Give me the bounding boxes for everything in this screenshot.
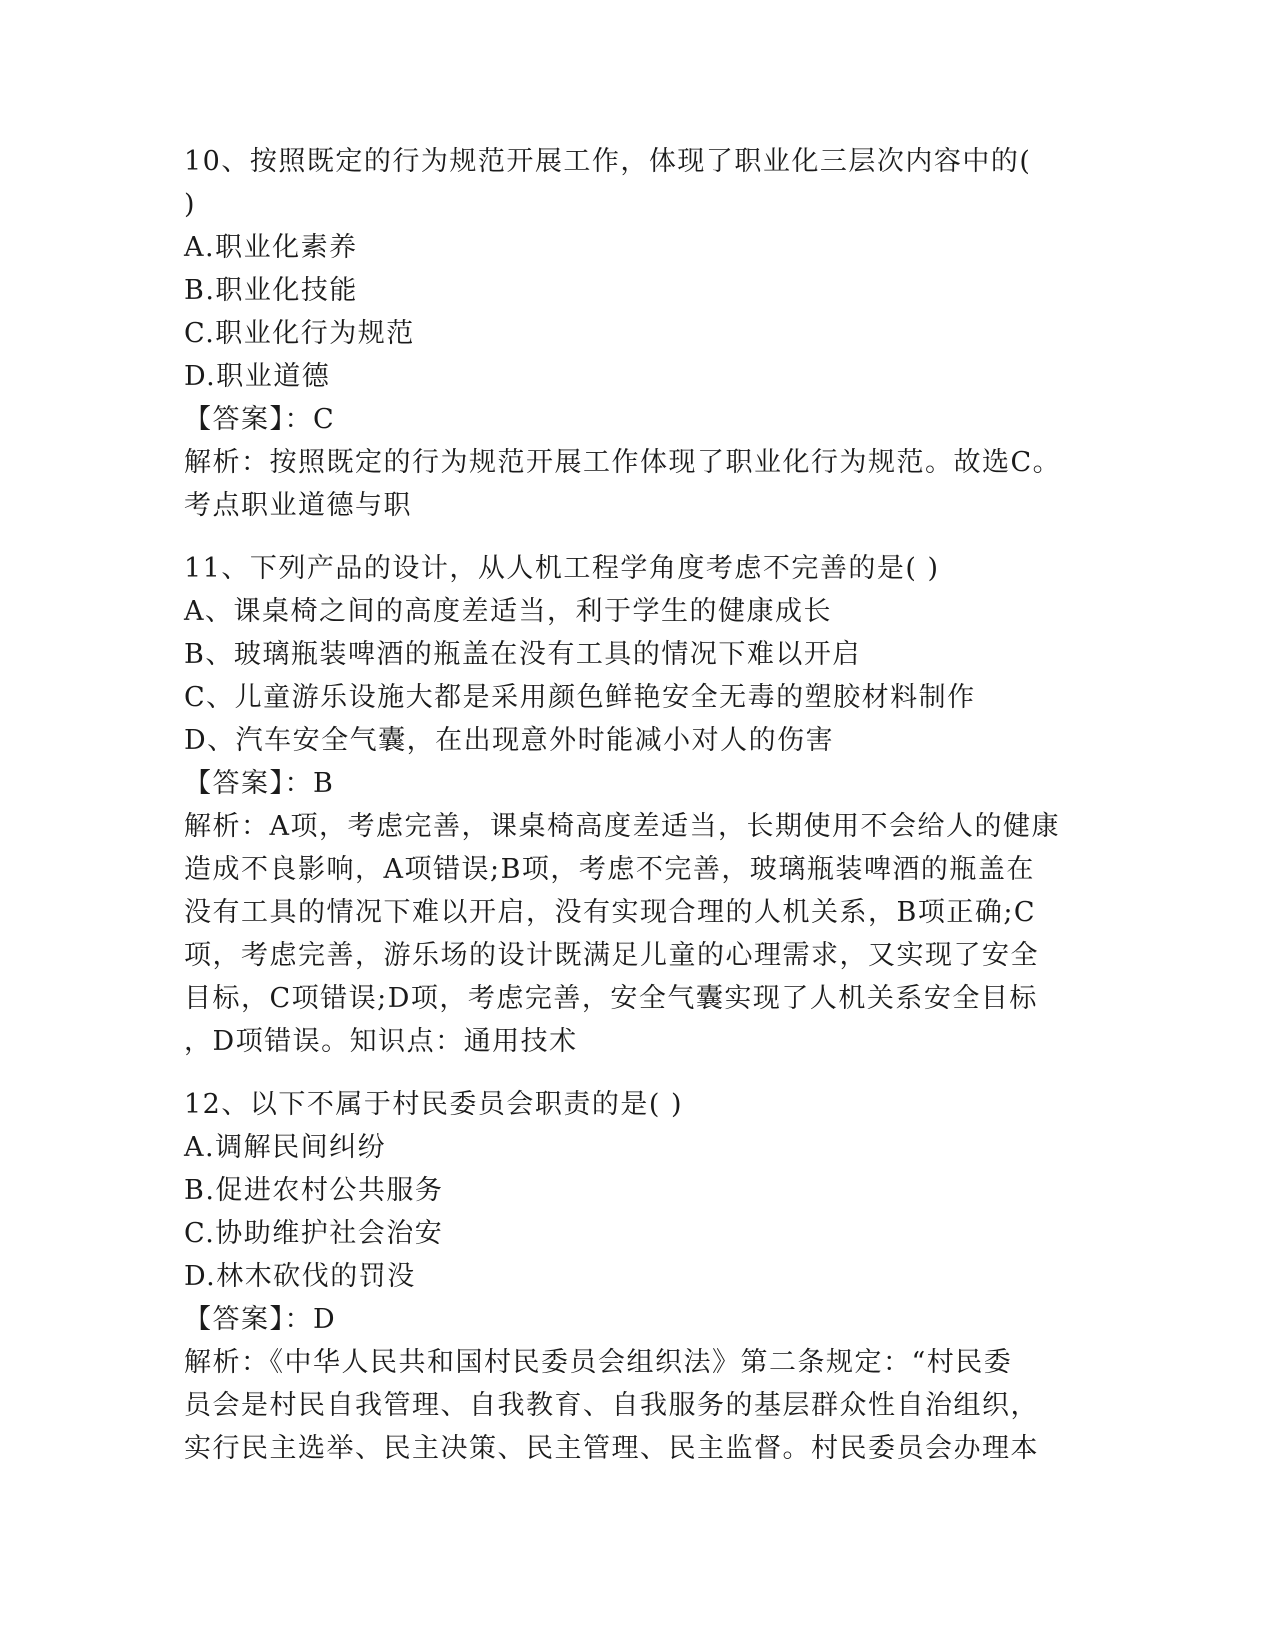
option-b: B.促进农村公共服务 (184, 1175, 444, 1206)
question-gap (184, 1063, 1084, 1083)
option-d: D.职业道德 (184, 361, 331, 392)
option-a: A.职业化素养 (184, 232, 358, 263)
analysis-line: 造成不良影响，A项错误;B项，考虑不完善，玻璃瓶装啤酒的瓶盖在 (184, 854, 1035, 885)
answer-line: 【答案】：B (184, 768, 335, 799)
analysis-line: 解析：A项，考虑完善，课桌椅高度差适当，长期使用不会给人的健康 (184, 811, 1060, 842)
analysis-line: 考点职业道德与职 (184, 490, 412, 521)
question-stem-line: 11、下列产品的设计，从人机工程学角度考虑不完善的是( ) (184, 553, 940, 584)
analysis-line: 解析：《中华人民共和国村民委员会组织法》第二条规定：“村民委 (184, 1347, 1013, 1378)
option-b: B、玻璃瓶装啤酒的瓶盖在没有工具的情况下难以开启 (184, 639, 861, 670)
answer-line: 【答案】：D (184, 1304, 337, 1335)
option-d: D.林木砍伐的罚没 (184, 1261, 416, 1292)
question-stem-line: ) (184, 189, 197, 220)
analysis-line: 员会是村民自我管理、自我教育、自我服务的基层群众性自治组织， (184, 1390, 1039, 1421)
analysis-line: ，D项错误。知识点：通用技术 (184, 1026, 578, 1057)
document-page (184, 140, 1084, 1470)
analysis-line: 目标，C项错误;D项，考虑完善，安全气囊实现了人机关系安全目标 (184, 983, 1038, 1014)
option-a: A、课桌椅之间的高度差适当，利于学生的健康成长 (184, 596, 832, 627)
question-gap (184, 527, 1084, 547)
question-12 (184, 1083, 1084, 1470)
option-c: C.协助维护社会治安 (184, 1218, 444, 1249)
option-a: A.调解民间纠纷 (184, 1132, 387, 1163)
option-b: B.职业化技能 (184, 275, 358, 306)
question-stem-line: 10、按照既定的行为规范开展工作，体现了职业化三层次内容中的( (184, 146, 1032, 177)
option-d: D、汽车安全气囊，在出现意外时能减小对人的伤害 (184, 725, 835, 756)
question-11 (184, 547, 1084, 1063)
option-c: C.职业化行为规范 (184, 318, 415, 349)
analysis-line: 实行民主选举、民主决策、民主管理、民主监督。村民委员会办理本 (184, 1433, 1039, 1464)
analysis-line: 项，考虑完善，游乐场的设计既满足儿童的心理需求，又实现了安全 (184, 940, 1039, 971)
answer-line: 【答案】：C (184, 404, 336, 435)
question-stem-line: 12、以下不属于村民委员会职责的是( ) (184, 1089, 684, 1120)
analysis-line: 没有工具的情况下难以开启，没有实现合理的人机关系，B项正确;C (184, 897, 1037, 928)
question-10 (184, 140, 1084, 527)
analysis-line: 解析：按照既定的行为规范开展工作体现了职业化行为规范。故选C。 (184, 447, 1062, 478)
option-c: C、儿童游乐设施大都是采用颜色鲜艳安全无毒的塑胶材料制作 (184, 682, 976, 713)
